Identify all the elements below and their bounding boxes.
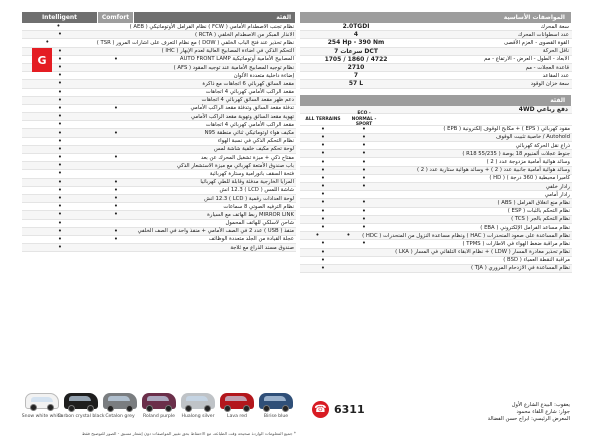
feature-label: شاحن لاسلكي للهاتف المحمول xyxy=(225,220,294,227)
feature-label: لوحة تحكم مكيف خلفية شاشة لمس xyxy=(214,146,294,153)
feature-row xyxy=(300,232,572,240)
intelligent-mark: • xyxy=(57,95,63,104)
eco-mark: • xyxy=(346,231,351,240)
wheel-icon xyxy=(107,405,114,412)
feature-label: إضاءة داخلية متعددة الألوان xyxy=(233,72,294,79)
comfort-mark: • xyxy=(113,210,119,219)
feature-row xyxy=(22,187,296,195)
color-name: Snow white white xyxy=(21,414,63,419)
terrain-col-header: ALL TERRAINS xyxy=(305,116,341,122)
spec-label: سعة المحرك xyxy=(540,23,569,30)
feature-label: التحكم الذكي في اضاءة المصابيح العالية لعدم الإبهار ( IHC ) xyxy=(161,48,294,55)
awd-row xyxy=(300,106,572,114)
feature-row xyxy=(300,249,572,257)
feature-row xyxy=(22,154,296,162)
intelligent-mark: • xyxy=(57,71,63,80)
color-name: Carbon crystal black xyxy=(57,414,105,419)
intelligent-mark: • xyxy=(57,177,63,186)
intelligent-mark: • xyxy=(57,234,63,243)
feature-label: مقعد الراكب الأمامي كهربائي 4 اتجاهات xyxy=(205,121,294,128)
feature-label: نظام التحكم بالجر ( TCS ) xyxy=(511,216,570,223)
terrain-mark: • xyxy=(320,214,326,223)
terrain-mark: • xyxy=(320,157,326,166)
spec-label: سعة خزان الوقود xyxy=(530,80,569,87)
feature-row xyxy=(300,175,572,183)
wheel-icon xyxy=(165,405,172,412)
color-name: Birise blue xyxy=(263,414,289,419)
intelligent-mark: • xyxy=(56,22,61,31)
feature-label: دعم ظهر مقعد السائق كهربائي 4 اتجاهات xyxy=(201,97,294,104)
feature-row xyxy=(22,113,296,121)
right-feature-rows xyxy=(300,126,572,273)
feature-label: نظام تحذير عند فتح الباب الخلفي ( DOW ) مع نظام التعرف على اشارات المرور ( TSR ) xyxy=(96,39,294,46)
intelligent-mark: • xyxy=(57,161,63,170)
eco-mark: • xyxy=(361,132,367,141)
feature-label: المرايا الخارجية مدفئة وقابلة للطي كهربائيا xyxy=(200,179,294,186)
disclaimer: * جميع المعلومات الواردة صحيحة وقت الطباعة، مع الاحتفاظ بحق تغيير المواصفات دون إشعار مسبق - الصور للتوضيح فقط xyxy=(81,431,296,436)
intelligent-mark: • xyxy=(57,103,63,112)
terrain-mark: • xyxy=(320,223,326,232)
feature-row xyxy=(22,39,296,47)
table-header xyxy=(22,12,296,23)
spec-row xyxy=(300,72,572,80)
spec-value: 2710 xyxy=(347,64,365,72)
wheel-icon xyxy=(47,404,54,411)
feature-row xyxy=(22,203,296,211)
features-rows xyxy=(22,23,296,252)
address-line: المعرض الرئيسي: ابراج حسن الفضالة xyxy=(487,416,570,423)
wheel-icon xyxy=(282,405,289,412)
terrain-mark: • xyxy=(320,190,326,199)
feature-label: وسائد هوائية أمامية مزدوجة عدد ( 2 ) xyxy=(486,159,570,166)
feature-label: نظام الترفيه الصوتي 8 سماعات xyxy=(223,203,294,210)
spec-row xyxy=(300,23,572,31)
comfort-header: Comfort xyxy=(98,12,134,23)
feature-label: الانذار المبكر من الاصطدام الخلفي ( RCTA ) xyxy=(195,31,294,38)
eco-col-header: ECO - NORMAL - SPORT xyxy=(351,111,377,127)
terrain-mark: • xyxy=(320,182,326,191)
spec-label: عدد اسطوانات المحرك xyxy=(517,31,569,38)
color-option[interactable] xyxy=(57,393,105,429)
eco-mark: • xyxy=(361,198,367,207)
intelligent-mark: • xyxy=(57,112,63,121)
car-icon xyxy=(103,393,137,409)
spec-label: عدد المقاعد xyxy=(542,72,569,79)
feature-row xyxy=(22,97,296,105)
feature-label: MIRROR LINK ربط الهاتف مع السيارة xyxy=(207,211,294,218)
features-table-left xyxy=(22,12,296,252)
spec-value: 254 Hp - 390 Nm xyxy=(327,39,385,47)
feature-label: كاميرا محيطية ( 360 درجة ) ( HD ) xyxy=(489,175,570,182)
comfort-mark: • xyxy=(113,153,119,162)
feature-row xyxy=(22,162,296,170)
terrain-mark: • xyxy=(320,206,326,215)
intelligent-mark: • xyxy=(57,185,63,194)
eco-mark: • xyxy=(361,239,367,248)
spec-header xyxy=(300,12,572,23)
feature-row xyxy=(22,244,296,252)
features-right-header xyxy=(300,95,572,106)
color-name: Lava red xyxy=(227,414,247,419)
terrain-mark: • xyxy=(320,141,326,150)
color-option[interactable] xyxy=(219,393,255,429)
intelligent-header: Intelligent xyxy=(22,12,98,23)
feature-label: مفتاح ذكي + ميزة تشغيل المحرك عن بعد xyxy=(200,154,294,161)
feature-row xyxy=(300,216,572,224)
color-name: Roland purple xyxy=(143,414,175,419)
spec-row xyxy=(300,31,572,39)
feature-row xyxy=(300,265,572,273)
spec-header-label: المواصفات الأساسية xyxy=(300,12,572,23)
spec-row xyxy=(300,56,572,64)
hotline-number: 6311 xyxy=(334,403,365,416)
feature-label: نظام توجيه المصابيح الأمامية عند توجيه المقود ( AFS ) xyxy=(173,64,294,71)
eco-mark: • xyxy=(361,124,367,133)
feature-row xyxy=(22,31,296,39)
intelligent-mark: • xyxy=(45,38,50,47)
mode-header-row xyxy=(300,111,572,127)
color-option[interactable] xyxy=(258,393,294,429)
intelligent-mark: • xyxy=(57,144,63,153)
car-icon xyxy=(25,393,59,409)
intelligent-mark: • xyxy=(57,153,63,162)
feature-row xyxy=(22,129,296,137)
spec-table-right xyxy=(300,12,572,273)
eco-mark: • xyxy=(361,157,367,166)
terrain-mark: • xyxy=(320,124,326,133)
feature-label: مقعد السائق كهربائي 6 اتجاهات مع ذاكرة xyxy=(202,80,294,87)
feature-label: المصابيح الأمامية أوتوماتيكية AUTO FRONT LAMP xyxy=(179,56,294,63)
eco-mark: • xyxy=(361,206,367,215)
intelligent-mark: • xyxy=(57,169,63,178)
wheel-icon xyxy=(68,405,75,412)
features-header: الفئة xyxy=(134,12,296,23)
feature-row xyxy=(300,257,572,265)
intelligent-mark: • xyxy=(57,120,63,129)
awd-label: 4WD دفع رباعي xyxy=(518,105,568,113)
feature-row xyxy=(22,138,296,146)
terrain-mark: • xyxy=(320,165,326,174)
intelligent-mark: • xyxy=(57,54,63,63)
comfort-mark: • xyxy=(113,194,119,203)
spec-label: القوة القصوى - العزم الأقصى xyxy=(503,39,569,46)
feature-label: باب صندوق الأمتعة كهربائي مع ميزة الاستشعار الذكي xyxy=(176,162,294,169)
feature-label: رادار خلفي xyxy=(545,183,570,190)
feature-label: نظام مراقبة ضغط الهواء في الاطارات ( TPMS ) xyxy=(462,240,570,247)
feature-row xyxy=(22,64,296,72)
feature-label: لوحة العدادات رقمية ( LCD ) 12.3 انش xyxy=(204,195,294,202)
wheel-icon xyxy=(87,405,94,412)
feature-row xyxy=(22,89,296,97)
feature-row xyxy=(22,228,296,236)
feature-row xyxy=(300,183,572,191)
hotline[interactable] xyxy=(312,401,365,418)
spec-row xyxy=(300,64,572,72)
feature-label: نظام تحذير مغادرة المسار ( LDW ) + نظام الابقاء التلقائي في المسار ( LKA ) xyxy=(395,249,570,256)
car-icon xyxy=(259,393,293,409)
spec-rows xyxy=(300,23,572,89)
feature-row xyxy=(22,236,296,244)
feature-row xyxy=(300,158,572,166)
intelligent-mark: • xyxy=(57,63,63,72)
spec-value: 57 L xyxy=(348,80,364,88)
feature-label: وسائد هوائية أمامية جانبية عدد ( 2 ) + وسائد هوائية ستارية عدد ( 2 ) xyxy=(416,167,570,174)
terrain-mark: • xyxy=(320,247,326,256)
feature-label: فتحة السقف بانورامية وستارة كهربائية xyxy=(209,170,294,177)
spec-value: 7 سرعات DCT xyxy=(334,47,378,55)
intelligent-mark: • xyxy=(57,243,63,252)
eco-mark: • xyxy=(361,223,367,232)
wheel-icon xyxy=(146,405,153,412)
car-icon xyxy=(181,393,215,409)
spec-row xyxy=(300,48,572,56)
comfort-mark: • xyxy=(113,202,119,211)
feature-row xyxy=(22,195,296,203)
spec-value: 7 xyxy=(353,72,359,80)
feature-row xyxy=(300,208,572,216)
eco-mark: • xyxy=(361,165,367,174)
wheel-icon xyxy=(243,405,250,412)
feature-label: مراقبة النقطة العمياء ( BSD ) xyxy=(503,257,570,264)
feature-label: مقود كهربائي ( EPS ) + مكابح الوقوف إلكترونية ( EPB ) xyxy=(443,126,570,133)
feature-row xyxy=(22,56,296,64)
intelligent-mark: • xyxy=(57,218,63,227)
feature-row xyxy=(22,121,296,129)
feature-row xyxy=(22,146,296,154)
feature-label: نظام منع انغلاق الفرامل ( ABS ) xyxy=(497,199,570,206)
comfort-mark: • xyxy=(113,234,119,243)
comfort-mark: • xyxy=(113,185,119,194)
intelligent-mark: • xyxy=(57,210,63,219)
feature-row xyxy=(300,224,572,232)
feature-row xyxy=(300,199,572,207)
color-option[interactable] xyxy=(141,393,177,429)
spec-label: قاعدة العجلات - مم xyxy=(525,64,569,71)
color-swatches xyxy=(21,393,294,429)
features-right-header-label: الفئة xyxy=(300,95,572,106)
feature-label: تدفئة مقعد السائق وتدفئة مقعد الراكب الأمامي xyxy=(190,105,294,112)
spec-value: 1705 / 1860 / 4722 xyxy=(324,55,388,63)
color-option[interactable] xyxy=(180,393,216,429)
feature-row xyxy=(300,142,572,150)
comfort-mark: • xyxy=(113,226,119,235)
feature-label: جنوط عجلات ألمنيوم 18 بوصة ( R18 55/235 ) xyxy=(462,150,570,157)
feature-row xyxy=(300,126,572,134)
comfort-mark: • xyxy=(113,177,119,186)
color-name: Cetalon grey xyxy=(105,414,135,419)
feature-label: ذراع نقل الحركة كهربائي xyxy=(515,142,570,149)
feature-row xyxy=(300,240,572,248)
address-line: جوار: شارع اللقاء محمود xyxy=(516,409,570,416)
terrain-mark: • xyxy=(320,255,326,264)
wheel-icon xyxy=(204,405,211,412)
phone-icon: ☎ xyxy=(312,401,329,418)
feature-label: نظام التحكم الذكي في نسبة الهواء xyxy=(217,138,294,145)
wheel-icon xyxy=(30,404,37,411)
spec-value: 4 xyxy=(353,31,359,39)
spec-label: الابعاد - الطول - العرض - الارتفاع - مم xyxy=(484,56,569,63)
feature-row xyxy=(22,105,296,113)
feature-label: نظام المساعدة في الازدحام المروري ( TJA ) xyxy=(470,265,570,272)
terrain-mark: • xyxy=(320,239,326,248)
comfort-mark: • xyxy=(113,128,119,137)
feature-row xyxy=(22,48,296,56)
feature-row xyxy=(300,134,572,142)
spec-row xyxy=(300,80,572,88)
feature-row xyxy=(22,211,296,219)
feature-row xyxy=(22,179,296,187)
intelligent-mark: • xyxy=(57,30,63,39)
terrain-mark: • xyxy=(315,231,320,240)
terrain-mark: • xyxy=(320,173,326,182)
wheel-icon xyxy=(224,405,231,412)
feature-row xyxy=(300,191,572,199)
feature-label: منفذ ( USB ) عدد 2 في الصف الأمامي + منفذ واحد في الصف الخلفي xyxy=(137,228,294,235)
spec-label: ناقل الحركة xyxy=(542,48,569,55)
intelligent-mark: • xyxy=(57,87,63,96)
address-line: يعقوب: البيدع الشارع الأول xyxy=(511,402,570,408)
intelligent-mark: • xyxy=(57,202,63,211)
wheel-icon xyxy=(185,405,192,412)
terrain-mark: • xyxy=(320,198,326,207)
color-option[interactable] xyxy=(102,393,138,429)
terrain-mark: • xyxy=(320,132,326,141)
car-icon xyxy=(64,393,98,409)
feature-row xyxy=(22,220,296,228)
feature-label: نظام مساعد الفرامل الإلكتروني ( EBA ) xyxy=(480,224,570,231)
feature-label: نظام تجنب الاصطدام الأمامي ( FCW ) نظام الفرامل الأوتوماتيكي ( AEB ) xyxy=(129,23,294,30)
feature-label: تهوية مقعد السائق وتهوية مقعد الراكب الأمامي xyxy=(190,113,294,120)
wheel-icon xyxy=(126,405,133,412)
intelligent-mark: • xyxy=(57,194,63,203)
intelligent-mark: • xyxy=(57,128,63,137)
feature-label: رادار أمامي xyxy=(544,191,570,198)
feature-row xyxy=(300,150,572,158)
eco-mark: • xyxy=(361,214,367,223)
wheel-icon xyxy=(263,405,270,412)
terrain-mark: • xyxy=(320,149,326,158)
color-name: Hualong silver xyxy=(181,414,215,419)
color-option[interactable] xyxy=(21,393,63,429)
eco-mark: • xyxy=(361,182,367,191)
feature-row xyxy=(22,72,296,80)
comfort-mark: • xyxy=(113,54,119,63)
spec-row xyxy=(300,39,572,47)
spec-value: 2.0TGDI xyxy=(342,23,370,31)
feature-label: مقعد الراكب الأمامي كهربائي 4 اتجاهات xyxy=(205,89,294,96)
feature-row xyxy=(22,170,296,178)
intelligent-mark: • xyxy=(57,226,63,235)
feature-label: Autohold / خاصية تثبيت الوقوف xyxy=(495,134,570,141)
terrain-mark: • xyxy=(320,263,326,272)
feature-label: مكيف هواء اوتوماتيكي ثنائي منطقة N95 xyxy=(204,130,294,137)
feature-label: عجلة القيادة من الجلد متعددة الوظائف xyxy=(208,236,294,243)
intelligent-mark: • xyxy=(57,136,63,145)
feature-row xyxy=(22,80,296,88)
intelligent-mark: • xyxy=(57,79,63,88)
dealer-address xyxy=(440,402,570,423)
eco-mark: • xyxy=(361,149,367,158)
feature-label: شاشة اللمس ( LCD ) 12.3 انش xyxy=(219,187,294,194)
intelligent-mark: • xyxy=(57,46,63,55)
feature-row xyxy=(22,23,296,31)
feature-label: نظام التحكم بالثبات ( ESP ) xyxy=(507,208,570,215)
feature-label: صندوق مسند الذراع مع ثلاجة xyxy=(230,244,294,251)
feature-label: نظام المساعدة على صعود المنحدرات ( HAC ) ونظام مساعدة النزول من المنحدرات ( HDC ) xyxy=(362,232,570,239)
car-icon xyxy=(220,393,254,409)
eco-mark: • xyxy=(361,141,367,150)
car-icon xyxy=(142,393,176,409)
feature-row xyxy=(300,167,572,175)
eco-mark: • xyxy=(361,173,367,182)
brand-logo: G xyxy=(32,48,52,72)
comfort-mark: • xyxy=(113,103,119,112)
